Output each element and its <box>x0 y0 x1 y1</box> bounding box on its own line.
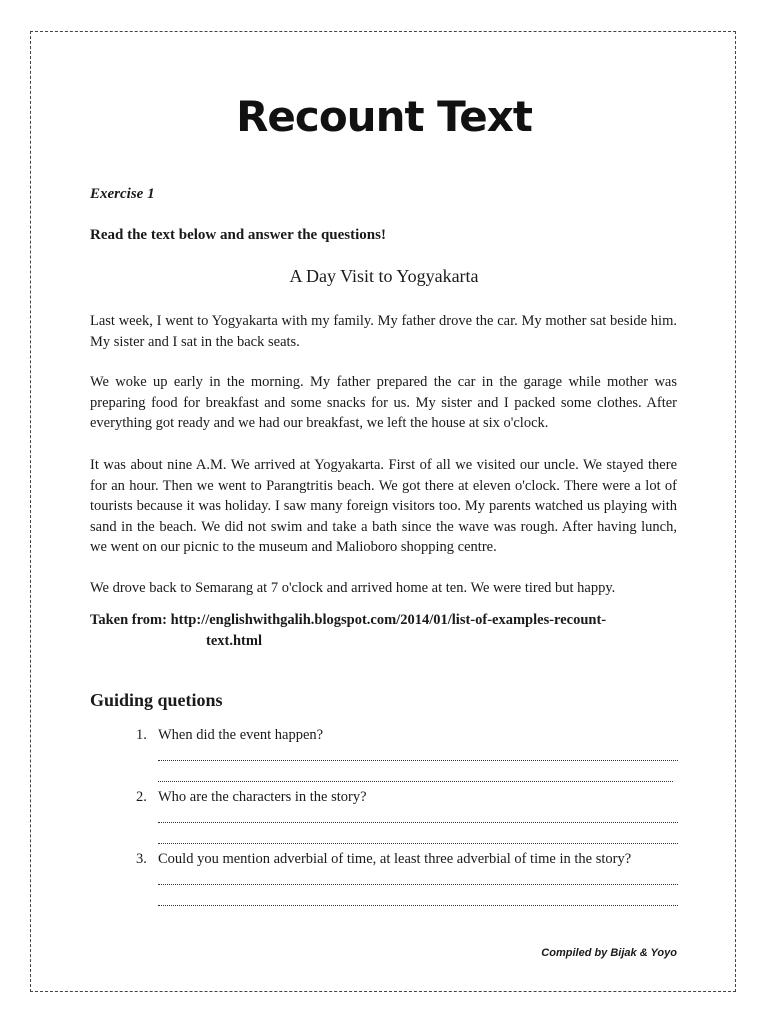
question-number: 2. <box>136 789 147 805</box>
story-paragraph-2: We woke up early in the morning. My father prepared the car in the garage while mother was preparing food for breakfast and some snacks for us. My sister and I packed some clothes. After everything got ready and we had our breakfast, we left the house at six o'clock. <box>90 374 677 431</box>
source-url-line-2[interactable]: text.html <box>206 633 262 649</box>
story-title: A Day Visit to Yogyakarta <box>289 266 479 286</box>
question-number: 1. <box>136 727 147 743</box>
answer-line[interactable] <box>158 893 678 906</box>
answer-line[interactable] <box>158 831 678 844</box>
question-2 <box>136 787 681 808</box>
instruction-text: Read the text below and answer the questions! <box>90 227 386 243</box>
question-3 <box>136 849 681 870</box>
guiding-questions-heading: Guiding quetions <box>90 690 223 710</box>
story-paragraph-4: We drove back to Semarang at 7 o'clock and arrived home at ten. We were tired but happy. <box>90 580 616 596</box>
answer-line[interactable] <box>158 748 678 761</box>
question-text: When did the event happen? <box>158 727 324 743</box>
source-label: Taken from: <box>90 612 167 628</box>
question-number: 3. <box>136 851 147 867</box>
question-text: Could you mention adverbial of time, at least three adverbial of time in the story? <box>158 851 632 867</box>
footer-credit: Compiled by Bijak & Yoyo <box>541 947 677 959</box>
question-1 <box>136 725 681 746</box>
page-title: Recount Text <box>236 92 532 141</box>
answer-line[interactable] <box>158 769 673 782</box>
story-paragraph-1: Last week, I went to Yogyakarta with my family. My father drove the car. My mother sat beside him. My sister and I sat in the back seats. <box>90 313 677 350</box>
source-citation <box>90 610 690 652</box>
answer-line[interactable] <box>158 810 678 823</box>
story-paragraph-3: It was about nine A.M. We arrived at Yogyakarta. First of all we visited our uncle. We stayed there for an hour. Then we went to Parangtritis beach. We got there at eleven o'clock. There were a lot of tourists because it was holiday. I saw many foreign visitors too. My parents watched us playing with sand in the beach. We did not swim and take a bath since the wave was rough. After having lunch, we went on our picnic to the museum and Malioboro shopping centre. <box>90 457 677 555</box>
answer-line[interactable] <box>158 872 678 885</box>
source-url-line-1[interactable]: http://englishwithgalih.blogspot.com/2014/01/list-of-examples-recount- <box>170 612 607 628</box>
question-text: Who are the characters in the story? <box>158 789 367 805</box>
exercise-label: Exercise 1 <box>90 186 155 202</box>
